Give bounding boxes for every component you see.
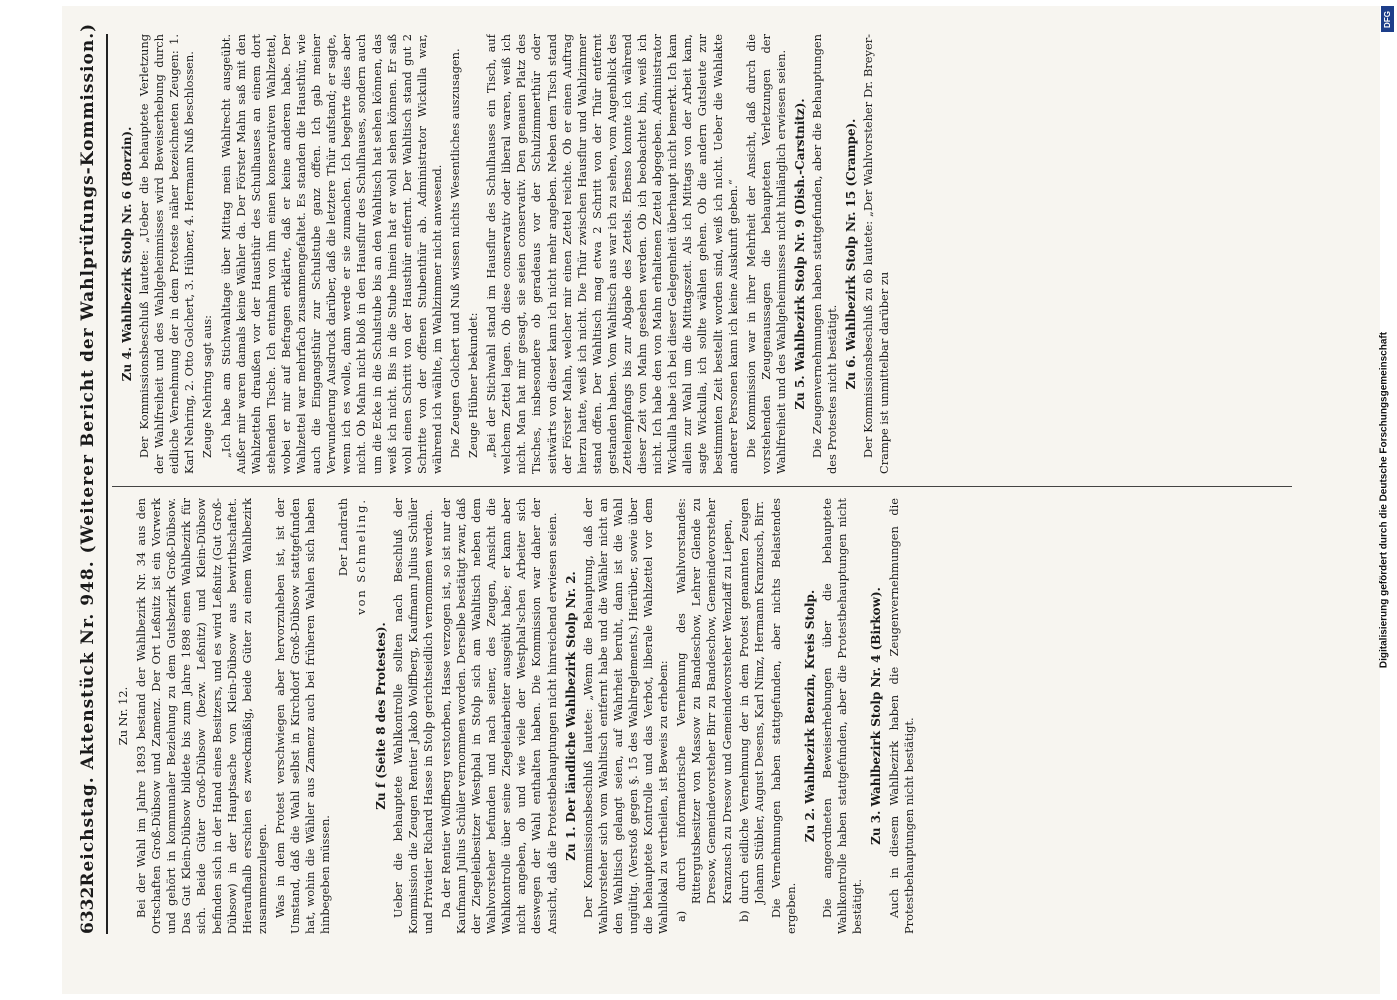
rotated-page-content <box>72 22 1302 934</box>
list-item: b) durch eidliche Vernehmung der in dem Protest genannten Zeugen Johann Stübler, August Desens, Karl Nimz, Hermann Kranzusch, Birr. <box>736 498 766 922</box>
list-item: a) durch informatorische Vernehmung des Wahlvorstandes: Rittergutsbesitzer von Massow zu Bandeschow, Lehrer Glende zu Dresow, Gemeindevorsteher Birr zu Bandeschow, Gemeindevorsteher Kranzusch zu Dresow und Gemeindevorsteher Wenzlaff zu Liepen, <box>674 498 734 922</box>
section-heading: Zu f (Seite 8 des Protestes). <box>373 622 388 810</box>
running-head: Reichstag. Aktenstück Nr. 948. (Weiterer Bericht der Wahlprüfungs-Kommission.) <box>78 22 99 887</box>
paragraph: Die Zeugen Golchert und Nuß wissen nichts Wesentliches auszusagen. <box>447 48 462 458</box>
digitization-note-text: Digitalisierung gefördert durch die Deutsche Forschungsgemeinschaft <box>1378 331 1389 669</box>
paragraph: Da der Rentier Wolffberg verstorben, Hasse verzogen ist, so ist nur der Kaufmann Julius Schüler vernommen worden. Derselbe bestätigt zwar, daß der Ziegeleibesitzer Westphal in Stolp sich am Wahltisch neben dem Wahlvorsteher befunden und nach seiner, des Zeugen, Ansicht die Wahlkontrolle über seine Ziegeleiarbeiter ausgeübt habe; er kann aber nicht angeben, ob und wie viele der Westphal'schen Arbeiter sich deswegen der Wahl enthalten haben. Die Kommission war daher der Ansicht, daß die Protestbehauptungen nicht hinreichend erwiesen seien. <box>438 498 559 934</box>
paragraph: Die Kommission war in ihrer Mehrheit der Ansicht, daß durch die vorstehenden Zeugenaussagen die behaupteten Verletzungen der Wahlfreiheit und des Wahlgeheimnisses nicht hinlänglich erwiesen seien. <box>743 34 788 474</box>
paragraph: Der Kommissionsbeschluß lautete: „Wenn die Behauptung, daß der Wahlvorsteher sich vom Wahltisch entfernt habe und die Wähler nicht an den Wahltisch gelangt seien, auf Wahrheit beruht, dann ist die Wahl ungültig. (Verstoß gegen §. 15 des Wahlreglements.) Hierüber, sowie über die behauptete Kontrolle und das Verbot, liberale Wahlzettel vor dem Wahllokal zu vertheilen, ist Beweis zu erheben: <box>580 498 671 934</box>
paragraph: Die angeordneten Beweiserhebungen über die behauptete Wahlkontrolle haben stattgefunden, aber die Protestbehauptungen nicht bestätigt. <box>820 498 865 934</box>
paragraph: Auch in diesem Wahlbezirk haben die Zeugenvernehmungen die Protestbehauptungen nicht bestätigt. <box>886 498 916 934</box>
paragraph: Bei der Wahl im Jahre 1893 bestand der Wahlbezirk Nr. 34 aus den Ortschaften Groß-Dübsow und Zamenz. Der Ort Leßnitz ist ein Vorwerk und gehört in kommunaler Beziehung zu dem Gutsbezirk Groß-Dübsow. Das Gut Klein-Dübsow bildete bis zum Jahre 1898 einen Wahlbezirk für sich. Beide Güter Groß-Dübsow (bezw. Leßnitz) und Klein-Dübsow befinden sich in der Hand eines Besitzers, und es wird Leßnitz (Gut Groß-Dübsow) in der Hauptsache von Klein-Dübsow aus bewirthschaftet. Hieraufhalb erschien es zweckmäßig, beide Güter zu einem Wahlbezirk zusammenzulegen. <box>134 498 269 934</box>
left-column <box>116 498 1292 934</box>
section-heading: Zu 6. Wahlbezirk Stolp Nr. 15 (Crampe). <box>844 118 859 390</box>
dfg-logo-text: DFG <box>1383 10 1393 28</box>
section-heading: Zu Nr. 12. <box>116 686 130 746</box>
right-column <box>116 34 1292 474</box>
signature-name: von Schmeling. <box>354 498 369 615</box>
dfg-logo-icon <box>1381 6 1394 32</box>
paragraph: Der Kommissionsbeschluß lautete: „Ueber die behauptete Verletzung der Wahlfreiheit und des Wahlgeheimnisses wird Beweiserhebung durch eidliche Vernehmung der in dem Proteste näher bezeichneten Zeugen: 1. Karl Nehring, 2. Otto Golchert, 3. Hübner, 4. Hermann Nuß beschlossen. <box>137 34 197 474</box>
paragraph: Der Kommissionsbeschluß zu 6b lautete: „Der Wahlvorsteher Dr. Breyer-Crampe ist unmittelbar darüber zu <box>861 34 891 474</box>
section-heading: Zu 3. Wahlbezirk Stolp Nr. 4 (Birkow). <box>869 587 884 845</box>
paragraph: „Bei der Stichwahl stand im Hausflur des Schulhauses ein Tisch, auf welchem Zettel lagen. Ob diese conservativ oder liberal waren, weiß ich nicht. Man hat mir gesagt, sie seien conservativ. Den genauen Platz des Tisches, insbesondere ob geradeaus vor der Schulzimmerthür oder seitwärts von dieser kann ich nicht mehr angeben. Neben dem Tisch stand der Förster Mahn, welcher mir einen Zettel reichte. Ob er einen Auftrag hierzu hatte, weiß ich nicht. Die Thür zwischen Hausflur und Wahlzimmer stand offen. Der Wahltisch mag etwa 2 Schritt von der Thür entfernt gestanden haben. Vom Wahltisch aus war ich zu sehen, vom Augenblick des Zettelempfangs bis zur Abgabe des Zettels. Ebenso konnte ich während dieser Zeit von Mahn gesehen werden. Ob ich beobachtet bin, weiß ich nicht. Ich habe den von Mahn erhaltenen Zettel abgegeben. Administrator Wickulla habe ich bei dieser Gelegenheit überhaupt nicht bemerkt. Ich kam allein zur Wahl um die Mittagszeit. Als ich Mittags von der Arbeit kam, sagte Wickulla, ich sollte wählen gehen. Ob die andern Gutsleute zur bestimmten Zeit bestellt worden sind, weiß ich nicht. Ueber die Wahlakte anderer Personen kann ich keine Auskunft geben.“ <box>484 34 740 474</box>
paragraph: „Ich habe am Stichwahltage über Mittag mein Wahlrecht ausgeübt. Außer mir waren damals keine Wähler da. Der Förster Mahn saß mit den Wahlzetteln draußen vor der Hausthür des Schulhauses an einem dort stehenden Tische. Ich entnahm von ihm einen konservativen Wahlzettel, wobei er mir auf Befragen erklärte, daß er keine anderen habe. Der Wahlzettel war mehrfach zusammengefaltet. Es standen die Hausthür, wie auch die Eingangsthür zur Schulstube ganz offen. Ich gab meiner Verwunderung Ausdruck darüber, daß die letztere Thür aufstand; er sagte, wenn ich es wolle, dann werde er sie zumachen. Ich begehrte dies aber nicht. Ob Mahn nicht bloß in den Hausflur des Schulhauses, sondern auch um die Ecke in die Schulstube bis an den Wahltisch hat sehen können, das weiß ich nicht. Bis in die Stube hinein hat er wohl sehen können. Er saß wohl einen Schritt von der Hausthür entfernt. Der Wahltisch stand gut 2 Schritte von der offenen Stubenthür ab. Administrator Wickulla war, während ich wählte, im Wahlzimmer nicht anwesend. <box>218 34 444 474</box>
section-heading: Zu 1. Der ländliche Wahlbezirk Stolp Nr. 2. <box>563 571 578 861</box>
digitization-note <box>1370 0 1397 1000</box>
scanned-page <box>62 6 1380 994</box>
paragraph: Ueber die behauptete Wahlkontrolle sollten nach Beschluß der Kommission die Zeugen Rentier Jakob Wolffberg, Kaufmann Julius Schüler und Privatier Richard Hasse in Stolp gerichtseidlich vernommen werden. <box>390 498 435 934</box>
section-heading: Zu 2. Wahlbezirk Benzin, Kreis Stolp. <box>803 589 818 843</box>
paragraph: Die Vernehmungen haben stattgefunden, aber nichts Belastendes ergeben. <box>768 498 798 934</box>
section-heading: Zu 5. Wahlbezirk Stolp Nr. 9 (Dish.-Carstnitz). <box>793 98 808 410</box>
page-number: 6332 <box>78 886 99 934</box>
paragraph: Was in dem Protest verschwiegen aber hervorzuheben ist, ist der Umstand, daß die Wahl selbst in Kirchdorf Groß-Dübsow stattgefunden hat, wohin die Wähler aus Zamenz auch bei früheren Wahlen sich haben hinbegeben müssen. <box>272 498 333 934</box>
page-header <box>72 22 108 934</box>
paragraph: Die Zeugenvernehmungen haben stattgefunden, aber die Behauptungen des Protestes nicht bestätigt. <box>810 34 840 474</box>
column-divider <box>112 486 1292 487</box>
section-heading: Zu 4. Wahlbezirk Stolp Nr. 6 (Borzin). <box>120 126 134 382</box>
paragraph: Zeuge Nehring sagt aus: <box>200 315 215 458</box>
paragraph: Zeuge Hübner bekundet: <box>466 312 481 458</box>
signature-title: Der Landrath <box>336 498 351 577</box>
